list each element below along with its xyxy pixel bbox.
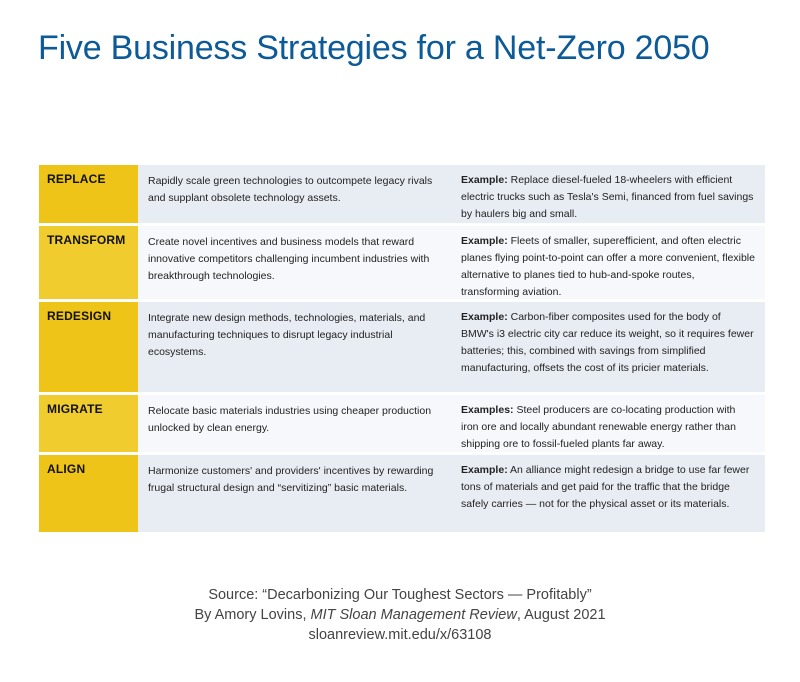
example-lead: Example: (461, 235, 508, 247)
example-text: Steel producers are co-locating production with iron ore and locally abundant renewable energy rather than shipping ore to fossil-fueled plants far away. (461, 404, 736, 450)
page-title: Five Business Strategies for a Net-Zero 2050 (38, 29, 710, 67)
source-date: , August 2021 (516, 607, 606, 623)
strategy-example (451, 395, 765, 452)
strategy-description: Relocate basic materials industries using cheaper production unlocked by clean energy. (138, 395, 451, 452)
source-author: By Amory Lovins, (194, 607, 311, 623)
source-title: Source: “Decarbonizing Our Toughest Sectors — Profitably” (208, 587, 592, 603)
example-text: An alliance might redesign a bridge to use far fewer tons of materials and get paid for the traffic that the bridge safely carries — not for the physical asset or its materials. (461, 464, 750, 510)
source-citation (0, 585, 800, 645)
strategies-table (39, 165, 765, 532)
strategy-label: TRANSFORM (39, 226, 138, 299)
example-lead: Examples: (461, 404, 514, 416)
table-row (39, 226, 765, 299)
table-row (39, 395, 765, 452)
source-url: sloanreview.mit.edu/x/63108 (308, 627, 492, 643)
table-row (39, 455, 765, 532)
strategy-description: Rapidly scale green technologies to outcompete legacy rivals and supplant obsolete technology assets. (138, 165, 451, 223)
strategy-description: Create novel incentives and business models that reward innovative competitors challenging incumbent industries with breakthrough technologies. (138, 226, 451, 299)
example-text: Replace diesel-fueled 18-wheelers with efficient electric trucks such as Tesla's Semi, financed from fuel savings by haulers big and small. (461, 174, 754, 220)
source-publication: MIT Sloan Management Review (310, 607, 517, 623)
example-lead: Example: (461, 174, 508, 186)
strategy-example (451, 302, 765, 392)
strategy-description: Harmonize customers' and providers' incentives by rewarding frugal structural design and “servitizing” basic materials. (138, 455, 451, 532)
example-lead: Example: (461, 464, 508, 476)
strategy-description: Integrate new design methods, technologies, materials, and manufacturing techniques to disrupt legacy industrial ecosystems. (138, 302, 451, 392)
example-lead: Example: (461, 311, 508, 323)
example-text: Carbon-fiber composites used for the body of BMW's i3 electric city car reduce its weight, so it requires fewer batteries; this, combined with savings from simplified manufacturing, offsets the cost of its pricier materials. (461, 311, 754, 374)
strategy-label: REDESIGN (39, 302, 138, 392)
strategy-example (451, 226, 765, 299)
strategy-example (451, 455, 765, 532)
table-row (39, 165, 765, 223)
strategy-label: REPLACE (39, 165, 138, 223)
strategy-label: MIGRATE (39, 395, 138, 452)
strategy-example (451, 165, 765, 223)
strategy-label: ALIGN (39, 455, 138, 532)
example-text: Fleets of smaller, superefficient, and often electric planes flying point-to-point can offer a more convenient, flexible alternative to planes tied to hub-and-spoke routes, transforming aviation. (461, 235, 755, 298)
table-row (39, 302, 765, 392)
source-byline (0, 605, 800, 625)
